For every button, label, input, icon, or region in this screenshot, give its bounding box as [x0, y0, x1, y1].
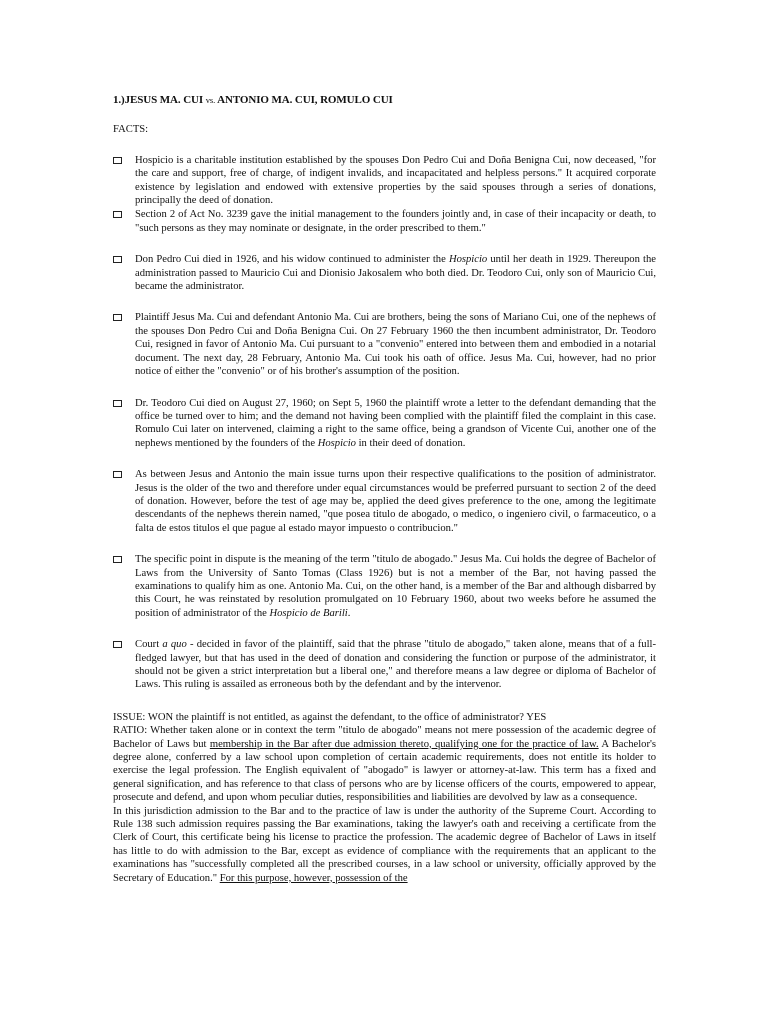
case-title-vs: vs.: [205, 95, 216, 105]
fact-item: As between Jesus and Antonio the main issue turns upon their respective qualifications to the position of administrator. Jesus is the older of the two and therefore under equal circumstances would be preferred pursuant to section 2 of the deed of donation. However, before the test of age may be, applied the deed gives preference to the one, among the legitimate descendants of the nephews therein named, "que posea titulo de abogado, o medico, o ingeniero civil, o farmaceutico, o a falta de estos titulos el que pague al estado mayor impuesto o contribucion.": [113, 468, 656, 535]
ratio-paragraph: In this jurisdiction admission to the Bar and to the practice of law is under the authority of the Supreme Court. According to Rule 138 such admission requires passing the Bar examinations, taking the lawyer's oath and receiving a certificate from the Clerk of Court, this certificate being his license to practice the profession. The academic degree of Bachelor of Laws in itself has little to do with admission to the Bar, except as evidence of compliance with the requirements that an applicant to the examinations has "successfully completed all the prescribed courses, in a law school or university, officially approved by the Secretary of Education." For this purpose, however, possession of the: [113, 805, 656, 884]
checkbox-bullet-icon: [113, 256, 122, 263]
fact-item: The specific point in dispute is the meaning of the term "titulo de abogado." Jesus Ma. Cui holds the degree of Bachelor of Laws from the University of Santo Tomas (Class 1926) but is not a member of the Bar, not having passed the examinations to qualify him as one. Antonio Ma. Cui, on the other hand, is a member of the Bar and although disbarred by this Court, he was reinstated by resolution promulgated on 10 February 1960, about two weeks before he assumed the position of administrator of the Hospicio de Barili.: [113, 553, 656, 620]
facts-heading: FACTS:: [113, 124, 149, 136]
fact-item: Don Pedro Cui died in 1926, and his widow continued to administer the Hospicio until her death in 1929. Thereupon the administration passed to Mauricio Cui and Dionisio Jakosalem who both died. Dr. Teodoro Cui, only son of Mauricio Cui, became the administrator.: [113, 253, 656, 293]
fact-item: Plaintiff Jesus Ma. Cui and defendant Antonio Ma. Cui are brothers, being the sons of Mariano Cui, one of the nephews of the spouses Don Pedro Cui and Doña Benigna Cui. On 27 February 1960 the then incumbent administrator, Dr. Teodoro Cui, resigned in favor of Antonio Ma. Cui pursuant to a "convenio" entered into between them and embodied in a notarial document. The next day, 28 February, Antonio Ma. Cui took his oath of office. Jesus Ma. Cui, however, had no prior notice of either the "convenio" or of his brother's assumption of the position.: [113, 311, 656, 378]
fact-item: Court a quo - decided in favor of the plaintiff, said that the phrase "titulo de abogado," taken alone, means that of a full-fledged lawyer, but that has used in the deed of donation and considering the function or purpose of the administrator, it should not be given a strict interpretation but a liberal one," and therefore means a law degree or diploma of Bachelor of Laws. This ruling is assailed as erroneous both by the defendant and by the intervenor.: [113, 638, 656, 692]
fact-item: Dr. Teodoro Cui died on August 27, 1960; on Sept 5, 1960 the plaintiff wrote a letter to the defendant demanding that the office be turned over to him; and the demand not having been complied with the plaintiff filed the complaint in this case. Romulo Cui later on intervened, claiming a right to the same office, being a grandson of Vicente Cui, another one of the nephews mentioned by the founders of the Hospicio in their deed of donation.: [113, 397, 656, 451]
checkbox-bullet-icon: [113, 471, 122, 478]
checkbox-bullet-icon: [113, 556, 122, 563]
checkbox-bullet-icon: [113, 400, 122, 407]
checkbox-bullet-icon: [113, 641, 122, 648]
checkbox-bullet-icon: [113, 314, 122, 321]
checkbox-bullet-icon: [113, 211, 122, 218]
case-title: [113, 94, 656, 107]
case-title-plaintiff: 1.)JESUS MA. CUI: [113, 94, 206, 106]
fact-item: Hospicio is a charitable institution established by the spouses Don Pedro Cui and Doña Benigna Cui, now deceased, "for the care and support, free of charge, of indigent invalids, and incapacitated and helpless persons." It acquired corporate existence by legislation and endowed with extensive properties by the said spouses through a series of donations, principally the deed of donation.: [113, 154, 656, 208]
checkbox-bullet-icon: [113, 157, 122, 164]
issue-statement: ISSUE: WON the plaintiff is not entitled, as against the defendant, to the office of administrator? YES: [113, 711, 547, 723]
ratio-section: [113, 724, 656, 885]
underlined-holding: membership in the Bar after due admission thereto, qualifying one for the practice of law.: [209, 738, 599, 750]
fact-item: Section 2 of Act No. 3239 gave the initial management to the founders jointly and, in case of their incapacity or death, to "such persons as they may nominate or designate, in the order prescribed to them.": [113, 208, 656, 235]
case-title-defendants: ANTONIO MA. CUI, ROMULO CUI: [215, 94, 393, 106]
underlined-holding: For this purpose, however, possession of the: [219, 872, 408, 884]
ratio-paragraph: RATIO: Whether taken alone or in context the term "titulo de abogado" means not mere possession of the academic degree of Bachelor of Laws but membership in the Bar after due admission thereto, qualifying one for the practice of law. A Bachelor's degree alone, conferred by a law school upon completion of certain academic requirements, does not entitle its holder to exercise the legal profession. The English equivalent of "abogado" is lawyer or attorney-at-law. This term has a fixed and general signification, and has reference to that class of persons who are by license officers of the courts, empowered to appear, prosecute and defend, and upon whom peculiar duties, responsibilities and liabilities are devolved by law as a consequence.: [113, 725, 656, 804]
